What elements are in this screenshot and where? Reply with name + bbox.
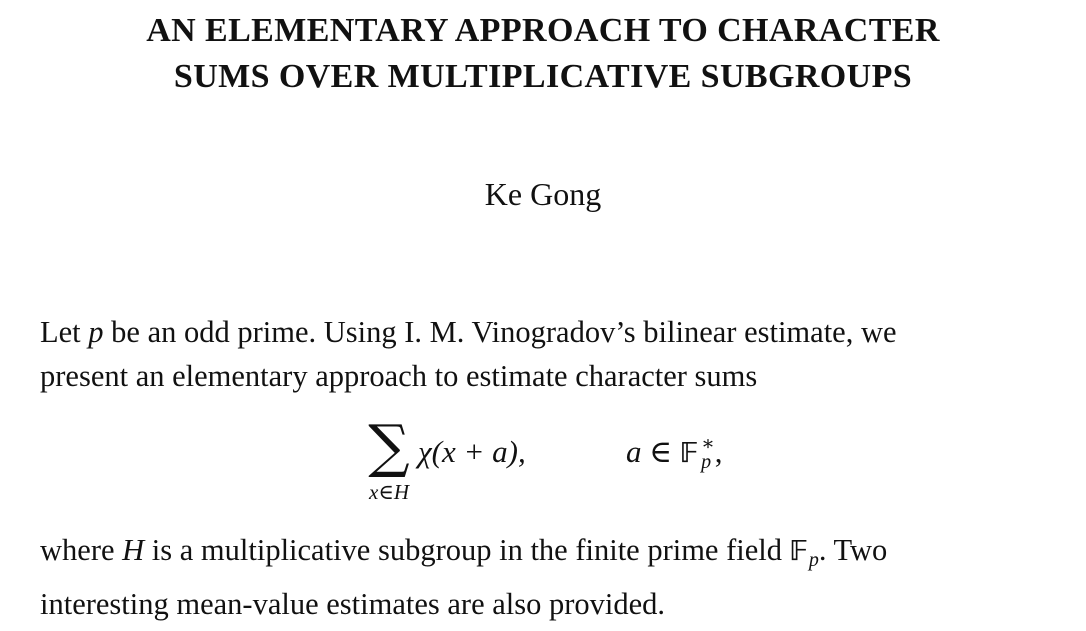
sum-body: χ(x + a), (418, 434, 526, 469)
paper-title (0, 8, 1086, 100)
text-fragment: be an odd prime. Using I. M. Vinogradov’s bilinear estimate, we (103, 315, 897, 349)
field-symbol-inline: 𝔽 (789, 534, 809, 567)
abstract-line-3 (40, 528, 1060, 582)
math-variable-p: p (88, 315, 104, 349)
summation (354, 412, 424, 504)
author-name: Ke Gong (484, 176, 602, 212)
sum-symbol: ∑ (368, 412, 410, 480)
abstract-line-1 (40, 310, 1060, 354)
text-fragment: Let (40, 315, 89, 349)
field-superscript: ∗ (701, 433, 715, 455)
title-line-2: SUMS OVER MULTIPLICATIVE SUBGROUPS (173, 58, 913, 95)
title-line-1: AN ELEMENTARY APPROACH TO CHARACTER (146, 12, 940, 49)
formula-condition (626, 432, 723, 473)
abstract-line-2: present an elementary approach to estimate character sums (40, 359, 758, 393)
sum-subscript: x∈H (368, 480, 410, 504)
text-fragment: . Two (818, 533, 888, 567)
field-subscript: p (701, 451, 712, 473)
display-formula (0, 408, 1086, 518)
math-variable-h: H (122, 533, 145, 567)
field-symbol: 𝔽 (679, 436, 700, 469)
abstract-paragraph-1 (40, 310, 1060, 398)
text-fragment: is a multiplicative subgroup in the finite prime field (144, 533, 790, 567)
condition-variable: a ∈ (626, 434, 680, 469)
formula-trailing-comma: , (714, 434, 723, 469)
abstract-paragraph-2 (40, 528, 1060, 626)
text-fragment: where (40, 533, 123, 567)
abstract-line-4: interesting mean-value estimates are also provided. (40, 587, 666, 621)
field-subscript-inline: p (808, 549, 819, 571)
field-indices (701, 435, 715, 471)
